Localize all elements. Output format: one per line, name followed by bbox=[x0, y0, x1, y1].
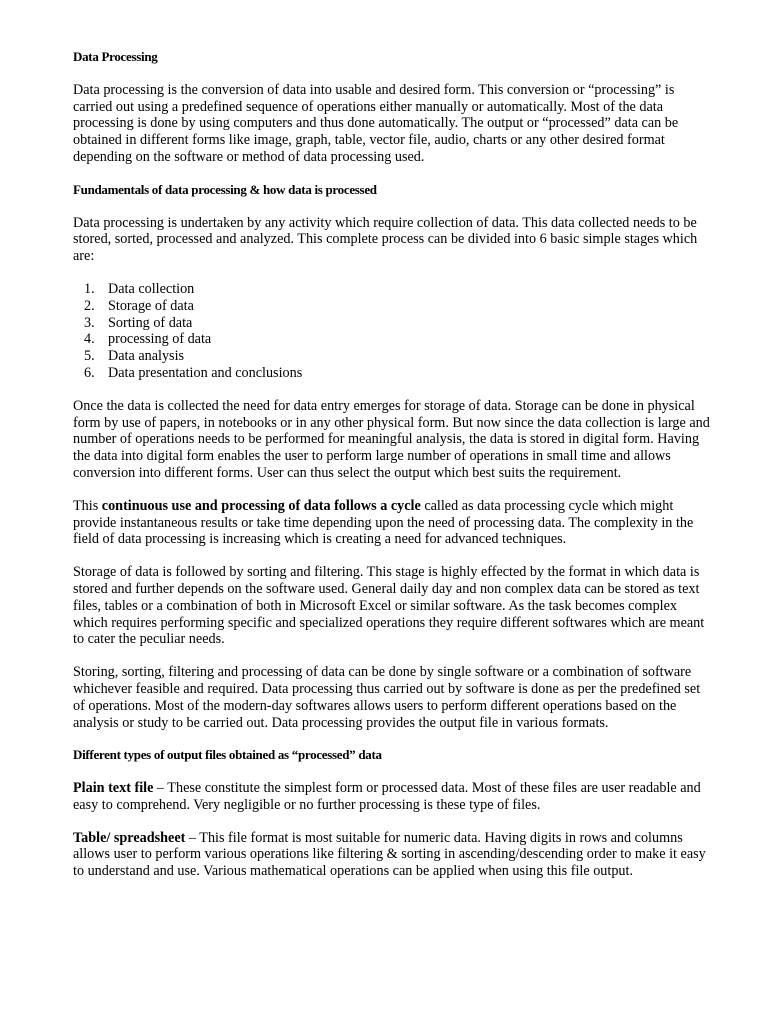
heading-data-processing: Data Processing bbox=[73, 49, 158, 64]
cycle-pre: This bbox=[73, 497, 102, 514]
list-number: 6. bbox=[84, 364, 95, 381]
cycle-post: called as data processing cycle which might provide instantaneous results or take time depending upon the need of processing data. The complexity in the field of data processing is increasing which is creating a need for advanced techniques. bbox=[73, 497, 694, 548]
spreadsheet-desc: – This file format is most suitable for numeric data. Having digits in rows and columns allows user to perform various operations like filtering & sorting in ascending/descending order to make it easy to understand and use. Various mathematical operations can be applied when using this file output. bbox=[73, 829, 706, 880]
list-item bbox=[73, 281, 713, 298]
paragraph-cycle bbox=[73, 498, 713, 548]
paragraph-plain-text bbox=[73, 780, 713, 814]
plain-text-term: Plain text file bbox=[73, 780, 154, 797]
paragraph-software: Storing, sorting, filtering and processing of data can be done by single software or a combination of software whichever feasible and required. Data processing thus carried out by software is done as per the predefined set of operations. Most of the modern-day softwares allows users to perform different operations based on the analysis or study to be carried out. Data processing provides the output file in various formats. bbox=[73, 664, 701, 731]
list-number: 4. bbox=[84, 331, 95, 348]
heading-output-types: Different types of output files obtained as “processed” data bbox=[73, 747, 382, 763]
list-number: 1. bbox=[84, 280, 95, 297]
heading-fundamentals: Fundamentals of data processing & how data is processed bbox=[73, 181, 377, 197]
list-item bbox=[73, 365, 713, 382]
paragraph-spreadsheet bbox=[73, 830, 713, 880]
paragraph-intro: Data processing is the conversion of data into usable and desired form. This conversion or “processing” is carried out using a predefined sequence of operations either manually or automatically. Most of the data processing is done by using computers and thus done automatically. The output or “processed” data can be obtained in different forms like image, graph, table, vector file, audio, charts or any other desired format depending on the software or method of data processing used. bbox=[73, 81, 679, 165]
list-item bbox=[73, 348, 713, 365]
list-text: Data presentation and conclusions bbox=[108, 364, 303, 381]
list-item bbox=[73, 331, 713, 348]
list-number: 2. bbox=[84, 297, 95, 314]
list-number: 5. bbox=[84, 348, 95, 365]
list-text: processing of data bbox=[108, 331, 212, 348]
stages-list bbox=[73, 281, 713, 382]
list-text: Data analysis bbox=[108, 348, 185, 365]
paragraph-stages-intro: Data processing is undertaken by any activity which require collection of data. This data collected needs to be stored, sorted, processed and analyzed. This complete process can be divided into 6 basic simple stages which are: bbox=[73, 214, 698, 265]
plain-text-desc: – These constitute the simplest form or processed data. Most of these files are user readable and easy to comprehend. Very negligible or no further processing is these type of files. bbox=[73, 780, 701, 813]
list-text: Storage of data bbox=[108, 297, 194, 314]
list-item bbox=[73, 315, 713, 332]
document-page bbox=[73, 49, 713, 896]
paragraph-sorting: Storage of data is followed by sorting and filtering. This stage is highly effected by the format in which data is stored and further depends on the software used. General daily day and non complex data can be stored as text files, tables or a combination of both in Microsoft Excel or similar software. As the task becomes complex which requires performing specific and specialized operations they require different softwares which are meant to cater the peculiar needs. bbox=[73, 564, 705, 648]
list-number: 3. bbox=[84, 314, 95, 331]
list-text: Data collection bbox=[108, 280, 195, 297]
cycle-bold: continuous use and processing of data follows a cycle bbox=[101, 497, 421, 514]
list-text: Sorting of data bbox=[108, 314, 193, 331]
spreadsheet-term: Table/ spreadsheet bbox=[73, 829, 186, 846]
paragraph-storage: Once the data is collected the need for data entry emerges for storage of data. Storage can be done in physical form by use of papers, in notebooks or in any other physical form. But now since the data collection is large and number of operations needs to be performed for meaningful analysis, the data is stored in digital form. Having the data into digital form enables the user to perform large number of operations in small time and allows conversion into different forms. User can thus select the output which best suits the requirement. bbox=[73, 397, 710, 481]
list-item bbox=[73, 298, 713, 315]
